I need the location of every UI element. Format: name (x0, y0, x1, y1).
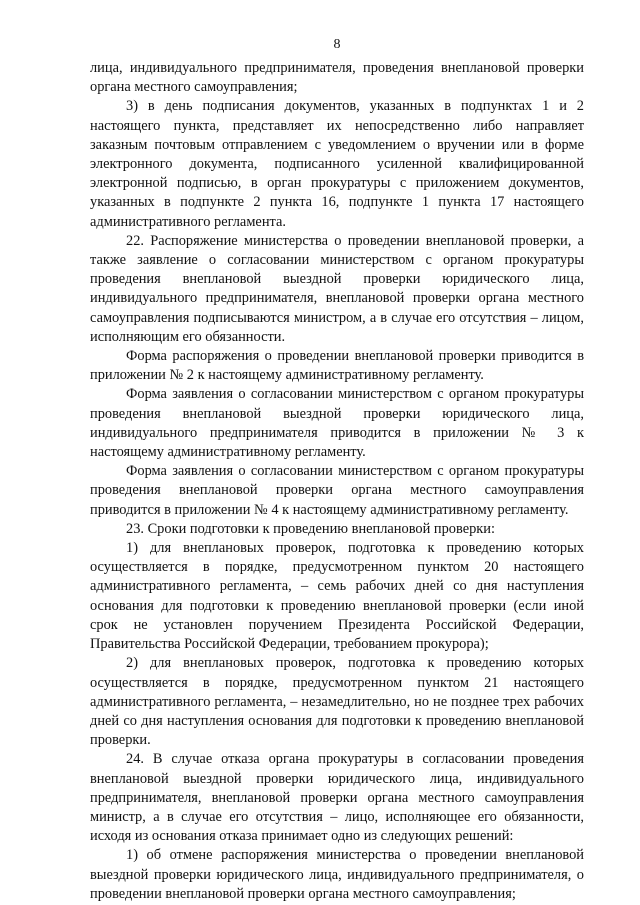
paragraph-form-application-local-government: Форма заявления о согласовании министерством с органом прокуратуры проведения внеплановой проверки органа местного самоуправления приводится в приложении № 4 к настоящему административному регламенту. (90, 463, 584, 518)
paragraph-clause-23: 23. Сроки подготовки к проведению внеплановой проверки: (126, 520, 495, 537)
paragraph-clause-23-item-1: 1) для внеплановых проверок, подготовка к проведению которых осуществляется в порядке, предусмотренном пунктом 20 настоящего административного регламента, – семь рабочих дней со дня наступления основания для подготовки к проведению внеплановой проверки (если иной срок не установлен поручением Президента Российской Федерации, Правительства Российской Федерации, требованием прокурора); (90, 540, 584, 653)
paragraph-clause-24: 24. В случае отказа органа прокуратуры в согласовании проведения внеплановой выездной проверки юридического лица, индивидуального предпринимателя, внеплановой проверки органа местного самоуправления министр, а в случае его отсутствия – лицо, исполняющее его обязанности, исходя из основания отказа принимает одно из следующих решений: (90, 751, 584, 845)
paragraph-clause-22: 22. Распоряжение министерства о проведении внеплановой проверки, а также заявление о согласовании министерством с органом прокуратуры проведения внеплановой выездной проверки юридического лица, индивидуального предпринимателя, внеплановой проверки органа местного самоуправления подписываются министром, а в случае его отсутствия – лицом, исполняющим его обязанности. (90, 232, 584, 345)
paragraph-clause-23-item-2: 2) для внеплановых проверок, подготовка к проведению которых осуществляется в порядке, предусмотренном пунктом 21 настоящего административного регламента, – незамедлительно, но не позднее трех рабочих дней со дня наступления основания для подготовки к проведению внеплановой проверки. (90, 655, 584, 749)
paragraph-form-application-legal-entity: Форма заявления о согласовании министерством с органом прокуратуры проведения внеплановой выездной проверки юридического лица, индивидуального предпринимателя приводится в приложении № 3 к настоящему административному регламенту. (90, 386, 584, 461)
paragraph-subitem-3: 3) в день подписания документов, указанных в подпунктах 1 и 2 настоящего пункта, представляет их непосредственно либо направляет заказным почтовым отправлением с уведомлением о вручении или в форме электронного документа, подписанного усиленной квалифицированной электронной подписью, в орган прокуратуры с приложением документов, указанных в подпункте 2 пункта 16, подпункте 1 пункта 17 настоящего административного регламента. (90, 98, 584, 230)
paragraph-continuation: лица, индивидуального предпринимателя, проведения внеплановой проверки органа местного самоуправления; (90, 60, 584, 96)
page-number: 8 (333, 37, 341, 52)
paragraph-form-order: Форма распоряжения о проведении внеплановой проверки приводится в приложении № 2 к настоящему административному регламенту. (90, 348, 584, 384)
paragraph-clause-24-item-1: 1) об отмене распоряжения министерства о проведении внеплановой выездной проверки юридического лица, индивидуального предпринимателя, о проведении внеплановой проверки органа местного самоуправления; (90, 847, 584, 902)
